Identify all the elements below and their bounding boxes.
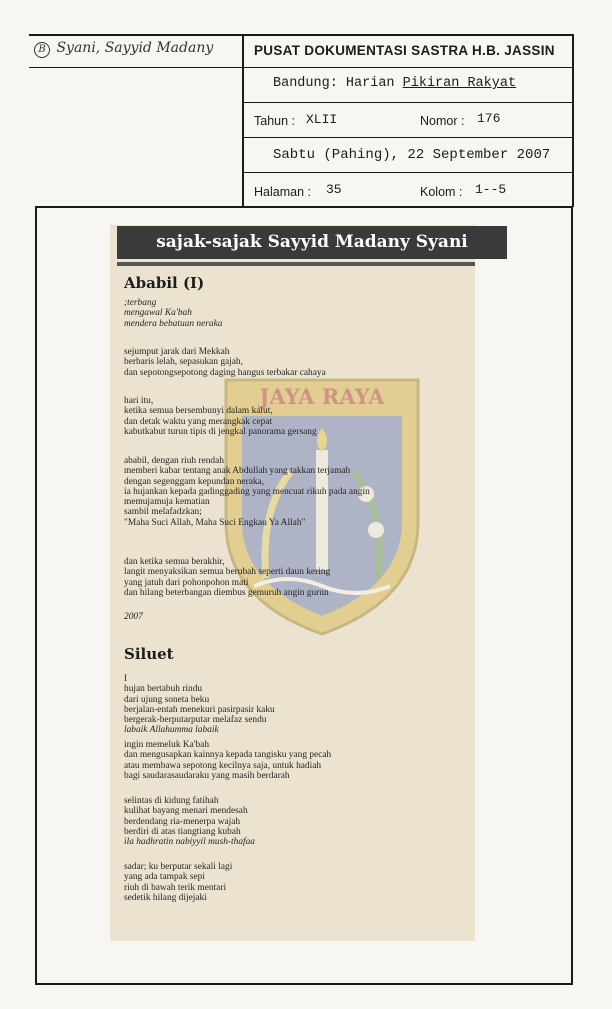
nomor-label: Nomor : — [420, 114, 465, 128]
poem-line: ila hadhratin nabiyyil mush-thafaa — [124, 837, 255, 848]
frame-top-rule — [35, 206, 573, 208]
poem-line: sejumput jarak dari Mekkah — [124, 347, 230, 357]
poem-line: ingin memeluk Ka'bah — [124, 740, 210, 750]
poem-line: dengan segenggam kepundan neraka, — [124, 476, 265, 487]
poem-line: dan hilang beterbangan diembus gemuruh angin gurun — [124, 587, 329, 598]
poem-line: sadar; ku berputar sekali lagi — [124, 862, 233, 872]
poem-line: hujan bertabuh rindu — [124, 684, 203, 695]
poem-line: mendera bebatuan neraka — [124, 318, 223, 329]
poem-line: selintas di kidung fatihah — [124, 796, 219, 806]
publication-line — [273, 76, 516, 91]
header-row-rule-2 — [242, 102, 573, 103]
poem-line: berdiri di atas tiangtiang kubah — [124, 826, 241, 837]
poem-line: "Maha Suci Allah, Maha Suci Engkau Ya Allah" — [124, 517, 306, 528]
halaman-value: 35 — [326, 182, 342, 197]
poem-1-year: 2007 — [124, 612, 143, 622]
poem-1-stanza-5 — [124, 557, 330, 598]
archive-title: PUSAT DOKUMENTASI SASTRA H.B. JASSIN — [254, 43, 555, 58]
poem-line: bagi saudarasaudaraku yang masih berdarah — [124, 770, 290, 781]
frame-left-rule — [35, 206, 37, 984]
nomor-value: 176 — [477, 111, 501, 126]
header-left-col-rule — [29, 67, 242, 68]
poem-line: memberi kabar tentang anak Abdullah yang takkan terjamah — [124, 466, 351, 477]
poem-1-stanza-4 — [124, 456, 370, 528]
header-top-rule — [29, 34, 572, 36]
poem-line: langit menyaksikan semua berubah seperti daun kering — [124, 567, 331, 578]
poem-line: dan detak waktu yang merangkak cepat — [124, 416, 273, 427]
poem-line: berdendang ria-menerpa wajah — [124, 816, 241, 827]
poem-line: ;terbang — [124, 298, 157, 308]
kolom-label: Kolom : — [420, 185, 463, 199]
halaman-label: Halaman : — [254, 185, 311, 199]
publication-city: Bandung: — [273, 76, 338, 91]
poem-line: yang ada tampak sepi — [124, 872, 205, 883]
poem-line: I — [124, 674, 128, 684]
poem-line: ia hujankan kepada gadinggading yang mencuat rikuh pada angin — [124, 486, 370, 497]
tahun-value: XLII — [306, 112, 338, 127]
frame-right-rule — [571, 206, 573, 984]
banner-rule — [117, 262, 475, 266]
poem-line: atau membawa sepotong kecilnya saja, untuk hadiah — [124, 760, 322, 771]
poem-2-stanza-2 — [124, 740, 331, 781]
publication-prefix: Harian — [345, 76, 395, 91]
poem-line: berjalan-entah menekuri pasirpasir kaku — [124, 704, 275, 715]
poem-line: ketika semua bersembunyi dalam kalut, — [124, 406, 273, 417]
poem-line: dan mengusapkan kainnya kepada tangisku yang pecah — [124, 750, 332, 761]
poem-1-title: Ababil (I) — [124, 274, 205, 292]
poem-line: dan sepotongsepotong daging hangus terbakar cahaya — [124, 367, 326, 378]
emblem-motto-text: JAYA RAYA — [259, 384, 385, 409]
poem-2-stanza-3 — [124, 796, 255, 847]
poem-2-stanza-1 — [124, 674, 275, 736]
poem-line: labaik Allahumma labaik — [124, 725, 219, 736]
issue-date: Sabtu (Pahing), 22 September 2007 — [273, 147, 551, 163]
frame-bottom-rule — [35, 983, 573, 985]
poem-line: yang jatuh dari pohonpohon mati — [124, 577, 249, 588]
poem-2-title: Siluet — [124, 645, 174, 663]
circled-letter: B — [34, 42, 50, 58]
poem-line: bergerak-berputarputar melafaz sendu — [124, 715, 267, 726]
poem-line: hari itu, — [124, 396, 154, 406]
poem-line: sambil melafadzkan; — [124, 507, 202, 518]
poem-line: riuh di bawah terik mentari — [124, 882, 227, 893]
header-vertical-divider — [242, 34, 244, 207]
header-row-rule-3 — [242, 137, 573, 138]
tahun-label: Tahun : — [254, 114, 296, 128]
poem-2-stanza-4 — [124, 862, 232, 903]
header-right-border — [572, 34, 574, 207]
publication-name: Pikiran Rakyat — [402, 76, 517, 91]
poem-1-stanza-3 — [124, 396, 317, 437]
clipping-banner: sajak-sajak Sayyid Madany Syani — [117, 226, 507, 259]
kolom-value: 1--5 — [475, 182, 507, 197]
poem-line: kabutkabut turun tipis di jengkal panorama gersang — [124, 426, 317, 437]
poem-line: sedetik hilang dijejaki — [124, 892, 207, 903]
poem-line: memujamuja kematian — [124, 497, 210, 508]
poem-1-stanza-1 — [124, 298, 222, 329]
poem-line: mengawal Ka'bah — [124, 308, 192, 319]
handwritten-author-name: Syani, Sayyid Madany — [56, 40, 214, 56]
poem-1-stanza-2 — [124, 347, 326, 378]
header-row-rule-4 — [242, 172, 573, 173]
poem-line: dari ujung soneta beku — [124, 694, 210, 705]
handwritten-author-note — [34, 40, 240, 58]
poem-line: dan ketika semua berakhir, — [124, 557, 225, 567]
poem-line: ababil, dengan riuh rendah — [124, 456, 224, 466]
poem-line: berbaris lelah, sepasukan gajah, — [124, 357, 243, 368]
header-row-rule-1 — [242, 67, 573, 68]
poem-line: kulihat bayang menari mendesah — [124, 806, 248, 817]
